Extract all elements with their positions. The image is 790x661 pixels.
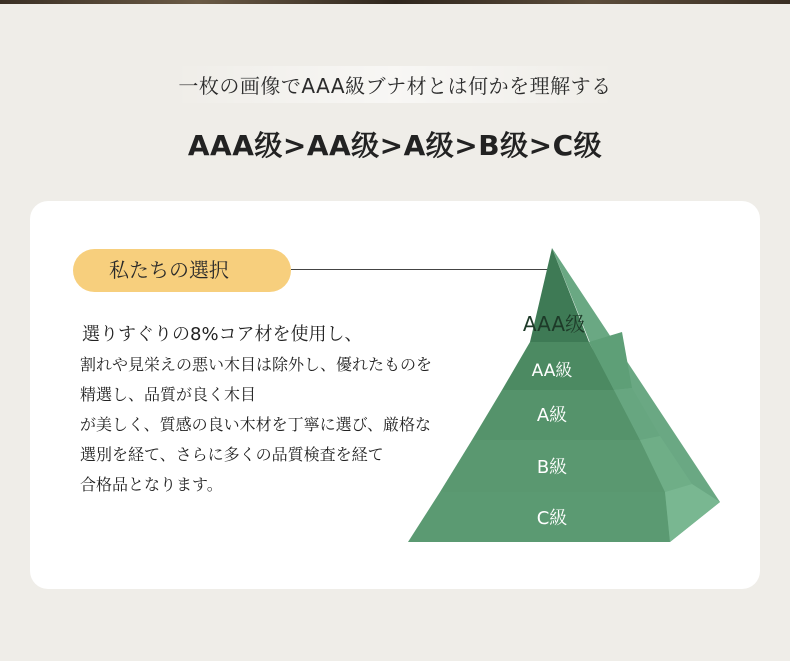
pyramid-label-aaa: AAA级 — [522, 312, 586, 336]
description-line: 合格品となります。 — [80, 475, 223, 494]
grade-pyramid — [400, 240, 730, 550]
description-line: 精選し、品質が良く木目 — [80, 385, 257, 404]
page-subtitle — [0, 66, 790, 103]
description-line: 選別を経て、さらに多くの品質検査を経て — [80, 445, 384, 464]
pyramid-label-b: B級 — [536, 457, 568, 478]
subtitle-text: 一枚の画像でAAA級ブナ材とは何かを理解する — [170, 66, 619, 103]
section-pill: 私たちの選択 — [73, 249, 291, 292]
pyramid-label-a: A級 — [536, 405, 568, 426]
description-line: 割れや見栄えの悪い木目は除外し、優れたものを — [80, 355, 433, 374]
top-photo-strip — [0, 0, 790, 4]
description-line: 選りすぐりの8%コア材を使用し、 — [82, 324, 363, 345]
pyramid-label-aa: AA級 — [531, 361, 573, 381]
description-line: が美しく、質感の良い木材を丁寧に選び、厳格な — [80, 415, 432, 434]
pyramid-label-c: C級 — [536, 508, 568, 529]
grade-order-heading: AAA级>AA级>A级>B级>C级 — [187, 129, 603, 162]
